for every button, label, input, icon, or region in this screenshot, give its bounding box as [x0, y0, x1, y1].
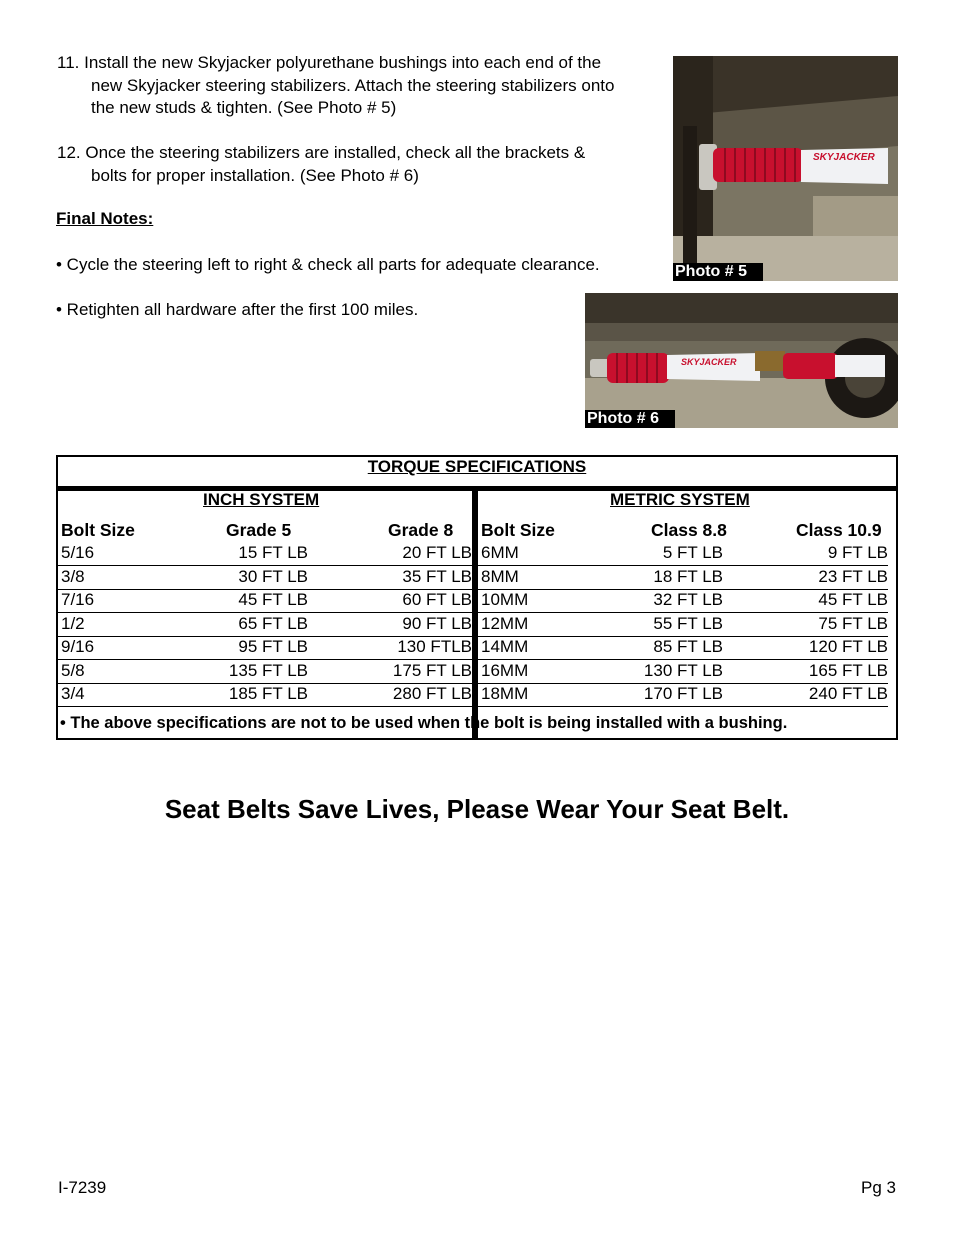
- torque-value-cell: 170 FT LB: [643, 684, 723, 703]
- step-text: new Skyjacker steering stabilizers. Attach the steering stabilizers onto: [91, 75, 615, 95]
- page-number: Pg 3: [861, 1178, 896, 1197]
- bolt-size-cell: 16MM: [481, 660, 529, 680]
- torque-value-cell: 95 FT LB: [238, 637, 308, 656]
- inch-system-title: INCH SYSTEM: [203, 490, 320, 509]
- torque-value-cell: 120 FT LB: [808, 637, 888, 656]
- column-header: Grade 8: [388, 520, 454, 540]
- bolt-size-cell: 3/8: [61, 566, 85, 586]
- torque-value-cell: 90 FT LB: [402, 613, 472, 633]
- torque-value-cell: 165 FT LB: [808, 660, 888, 680]
- table-row: [58, 613, 472, 637]
- bolt-size-cell: 8MM: [481, 566, 519, 586]
- step-text: bolts for proper installation. (See Photo # 6): [91, 165, 419, 185]
- bolt-size-cell: 18MM: [481, 684, 529, 703]
- torque-value-cell: 5 FT LB: [662, 543, 723, 562]
- step-text: 12. Once the steering stabilizers are installed, check all the brackets &: [57, 143, 586, 162]
- torque-value-cell: 45 FT LB: [818, 590, 888, 609]
- table-row: [58, 660, 472, 684]
- bolt-size-cell: 5/16: [61, 543, 95, 562]
- torque-value-cell: 35 FT LB: [402, 566, 472, 586]
- photo-6-label: Photo # 6: [587, 410, 660, 427]
- torque-table: [56, 455, 898, 740]
- table-row: [58, 566, 472, 590]
- table-row: [58, 636, 472, 660]
- bolt-size-cell: 1/2: [61, 613, 85, 633]
- seat-belt-slogan: Seat Belts Save Lives, Please Wear Your Seat Belt.: [164, 794, 790, 824]
- photo-6-brand: SKYJACKER: [681, 357, 737, 367]
- torque-value-cell: 18 FT LB: [653, 566, 723, 586]
- torque-value-cell: 135 FT LB: [228, 660, 308, 680]
- column-header: Bolt Size: [61, 520, 135, 540]
- document-id: I-7239: [58, 1178, 107, 1197]
- photo-5-brand: SKYJACKER: [813, 152, 875, 163]
- column-header: Grade 5: [226, 520, 292, 540]
- step-12: [57, 142, 585, 187]
- bolt-size-cell: 5/8: [61, 660, 85, 680]
- table-row: [478, 589, 888, 613]
- torque-value-cell: 45 FT LB: [238, 590, 308, 609]
- photo-6: [585, 293, 898, 428]
- column-header: Bolt Size: [481, 520, 555, 540]
- photo-5-label: Photo # 5: [675, 263, 748, 280]
- metric-system-title: METRIC SYSTEM: [610, 490, 750, 509]
- torque-value-cell: 240 FT LB: [808, 684, 888, 703]
- step-11: [57, 52, 614, 120]
- torque-value-cell: 175 FT LB: [392, 660, 472, 680]
- table-row: [478, 566, 888, 590]
- torque-value-cell: 65 FT LB: [238, 613, 308, 633]
- final-note: • Cycle the steering left to right & check all parts for adequate clearance.: [56, 255, 600, 274]
- table-row: [478, 613, 888, 637]
- table-row: [478, 636, 888, 660]
- bolt-size-cell: 7/16: [61, 590, 95, 609]
- torque-value-cell: 9 FT LB: [827, 543, 888, 562]
- torque-table-title: TORQUE SPECIFICATIONS: [367, 457, 587, 476]
- table-row: [58, 683, 472, 707]
- torque-value-cell: 85 FT LB: [653, 637, 723, 656]
- final-notes-title: Final Notes:: [56, 209, 154, 228]
- step-text: 11. Install the new Skyjacker polyurethane bushings into each end of the: [57, 53, 602, 72]
- torque-value-cell: 185 FT LB: [228, 684, 308, 703]
- table-row: [58, 542, 472, 566]
- final-note: • Retighten all hardware after the first 100 miles.: [56, 300, 419, 319]
- column-header: Class 10.9: [796, 520, 882, 540]
- table-row: [58, 589, 472, 613]
- table-row: [478, 542, 888, 566]
- bolt-size-cell: 3/4: [61, 684, 85, 703]
- bolt-size-cell: 12MM: [481, 613, 529, 633]
- bolt-size-cell: 10MM: [481, 590, 529, 609]
- bolt-size-cell: 9/16: [61, 637, 95, 656]
- photo-5-image: [673, 56, 898, 281]
- torque-value-cell: 75 FT LB: [818, 613, 888, 633]
- torque-value-cell: 280 FT LB: [392, 684, 472, 703]
- torque-value-cell: 130 FTLB: [397, 637, 472, 656]
- table-row: [478, 683, 888, 707]
- column-header: Class 8.8: [651, 520, 727, 540]
- torque-value-cell: 55 FT LB: [653, 613, 723, 633]
- photo-6-image: [585, 293, 898, 428]
- torque-value-cell: 23 FT LB: [818, 566, 888, 586]
- torque-value-cell: 32 FT LB: [653, 590, 723, 609]
- table-row: [478, 660, 888, 684]
- torque-value-cell: 15 FT LB: [238, 543, 308, 562]
- torque-note: • The above specifications are not to be used when the bolt is being installed with a bushing.: [60, 714, 788, 732]
- bolt-size-cell: 14MM: [481, 637, 529, 656]
- photo-5: [673, 56, 898, 281]
- torque-value-cell: 60 FT LB: [402, 590, 472, 609]
- step-text: the new studs & tighten. (See Photo # 5): [91, 98, 397, 117]
- torque-value-cell: 30 FT LB: [238, 566, 308, 586]
- torque-value-cell: 20 FT LB: [402, 543, 472, 562]
- torque-value-cell: 130 FT LB: [643, 660, 723, 680]
- bolt-size-cell: 6MM: [481, 543, 519, 562]
